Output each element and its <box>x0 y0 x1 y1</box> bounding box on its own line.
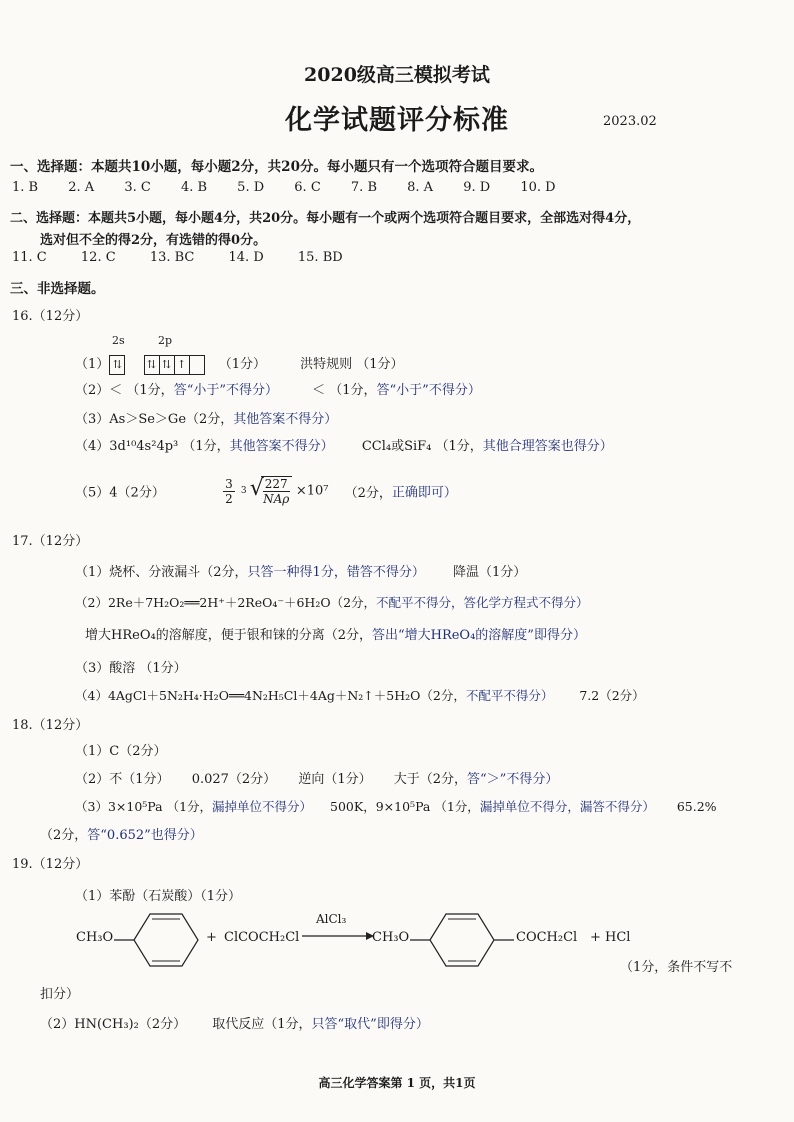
answer-item: 1. B <box>12 180 39 195</box>
catalyst-label: AlCl₃ <box>316 912 347 926</box>
reactant-substituent: CH₃O <box>76 930 114 945</box>
answer-text: （2）2Re＋7H₂O₂══2H⁺＋2ReO₄⁻＋6H₂O（2分， <box>75 595 377 610</box>
answer-text: 7.2（2分） <box>579 688 645 703</box>
q16-line5 <box>75 476 457 516</box>
q17-line3: （3）酸溶 （1分） <box>75 661 187 676</box>
scoring-note: 答“小于”不得分） <box>173 383 278 398</box>
answer-text: （2分， <box>40 828 88 843</box>
q18-line4 <box>40 824 203 843</box>
power-of-ten: ×10⁷ <box>295 483 329 499</box>
answer-text: 大于（2分， <box>393 772 468 787</box>
benzene-ring-icon <box>114 904 204 968</box>
answer-item: 12. C <box>80 250 116 265</box>
answer-item: 11. C <box>12 250 47 265</box>
scoring-note: 其他答案不得分） <box>233 412 338 427</box>
orbital-arrows-icon: ⇅ <box>144 355 160 375</box>
answer-text: （2）HN(CH₃)₂（2分） <box>40 1017 187 1032</box>
q16-line3 <box>75 408 337 427</box>
answer-text: 降温（1分） <box>452 565 527 580</box>
answer-text: 洪特规则 （1分） <box>300 357 404 372</box>
q17-line4 <box>75 686 645 704</box>
answer-text: （3）3×10⁵Pa （1分， <box>75 799 213 814</box>
item-number: （1） <box>75 357 110 372</box>
answer-text: 取代反应（1分， <box>212 1017 312 1032</box>
q17-line2b <box>85 624 586 643</box>
answer-text: （2）不（1分） <box>75 772 170 787</box>
answer-item: 7. B <box>350 180 377 195</box>
q18-line1: （1）C（2分） <box>75 744 167 759</box>
q18-title: 18.（12分） <box>12 718 89 733</box>
q17-line1 <box>75 561 526 580</box>
answer-text: 0.027（2分） <box>191 772 277 787</box>
q17-line2 <box>75 593 589 611</box>
answer-text: 增大HReO₄的溶解度，便于银和铼的分离（2分， <box>85 628 372 643</box>
scoring-note: 答出“增大HReO₄的溶解度”即得分） <box>371 628 586 643</box>
q16-title: 16.（12分） <box>12 309 89 324</box>
section3-heading: 三、非选择题。 <box>10 281 105 297</box>
reagent: ClCOCH₂Cl <box>224 930 300 945</box>
answer-item: 3. C <box>124 180 151 195</box>
fraction <box>223 477 235 506</box>
answer-text: 500K，9×10⁵Pa （1分， <box>330 799 480 814</box>
orbital-arrows-icon: ⇅ <box>109 355 125 375</box>
root-denominator: NAρ <box>263 492 290 506</box>
fraction-numerator: 3 <box>225 476 233 491</box>
scoring-note: 其他答案不得分） <box>229 439 334 454</box>
q16-line4 <box>75 435 613 454</box>
root-numerator: √ 227 <box>264 477 288 491</box>
answer-text: 65.2% <box>676 799 717 814</box>
product-substituent: CH₃O <box>372 930 410 945</box>
root-index: 3 <box>240 486 247 496</box>
document-title: 化学试题评分标准 <box>285 105 509 136</box>
orbital-label-2p: 2p <box>158 334 173 347</box>
answer-item: 8. A <box>407 180 434 195</box>
q19-line1: （1）苯酚（石炭酸）（1分） <box>75 889 242 904</box>
answer-item: 10. D <box>520 180 556 195</box>
orbital-2s-box <box>109 355 125 375</box>
q17-title: 17.（12分） <box>12 534 89 549</box>
scoring-note: 其他合理答案也得分） <box>482 439 613 454</box>
q19-title: 19.（12分） <box>12 857 89 872</box>
root-fraction <box>263 477 290 506</box>
answer-text: ＜ （1分， <box>312 383 377 398</box>
answer-item: 2. A <box>68 180 95 195</box>
answer-text: （4）4AgCl＋5N₂H₄·H₂O══4N₂H₅Cl＋4Ag＋N₂↑＋5H₂O（2分， <box>75 688 466 703</box>
orbital-label-2s: 2s <box>112 334 125 347</box>
orbital-arrow-icon: ↑ <box>175 355 190 375</box>
scoring-note: 只答“取代”即得分） <box>311 1017 429 1032</box>
q16-line2 <box>75 379 481 398</box>
orbital-empty-box <box>190 355 205 375</box>
section2-heading: 二、选择题：本题共5小题，每小题4分，共20分。每小题有一个或两个选项符合题目要求，全部选对得4分， <box>10 211 641 226</box>
section2-answers <box>12 250 373 265</box>
scoring-note: 答“＞”不得分） <box>467 772 559 787</box>
answer-item: 6. C <box>294 180 321 195</box>
byproduct: + HCl <box>590 930 631 945</box>
q18-line2 <box>75 768 558 787</box>
q18-line3 <box>75 797 717 815</box>
q19-line2 <box>40 1013 429 1032</box>
scoring-note: 不配平不得分，答化学方程式不得分） <box>376 595 589 610</box>
fraction-denominator: 2 <box>225 491 233 506</box>
reaction-arrow-icon <box>302 930 374 942</box>
document-date: 2023.02 <box>603 114 657 129</box>
answer-item: 5. D <box>237 180 265 195</box>
answer-text: （2分， <box>344 485 392 501</box>
section2-heading-cont: 选对但不全的得2分，有选错的得0分。 <box>40 233 267 248</box>
section1-heading: 一、选择题：本题共10小题，每小题2分，共20分。每小题只有一个选项符合题目要求。 <box>10 159 543 175</box>
plus-sign: + <box>206 930 217 945</box>
scoring-note: 答“0.652”也得分） <box>87 828 203 843</box>
answer-text: 逆向（1分） <box>298 772 372 787</box>
exam-title: 2020级高三模拟考试 <box>304 64 490 86</box>
scoring-note: 只答一种得1分，错答不得分） <box>247 565 425 580</box>
answer-text: （4）3d¹⁰4s²4p³ （1分， <box>75 439 230 454</box>
answer-item: 14. D <box>228 250 264 265</box>
answer-item: 4. B <box>180 180 208 195</box>
answer-item: 9. D <box>463 180 491 195</box>
answer-text: （3）As＞Se＞Ge（2分， <box>75 412 234 427</box>
scoring-note: 不配平不得分） <box>465 688 554 703</box>
section1-answers <box>12 180 582 195</box>
orbital-2p-box <box>144 355 205 375</box>
reaction-scheme <box>70 900 710 970</box>
q19-scheme-score-cont: 扣分） <box>40 987 80 1002</box>
scoring-note: 漏掉单位不得分） <box>212 799 313 814</box>
scoring-note: 正确即可） <box>391 485 457 501</box>
benzene-ring-icon <box>410 904 520 968</box>
scoring-note: 答“小于”不得分） <box>376 383 481 398</box>
answer-text: CCl₄或SiF₄ （1分， <box>361 439 483 454</box>
answer-item: 15. BD <box>297 250 343 265</box>
answer-text: （1）烧杯、分液漏斗（2分， <box>75 565 248 580</box>
product-group: COCH₂Cl <box>516 930 578 945</box>
orbital-arrows-icon: ⇅ <box>160 355 175 375</box>
score: （1分） <box>218 357 266 372</box>
answer-item: 13. BC <box>149 250 195 265</box>
answer-text: （2）＜ （1分， <box>75 383 174 398</box>
cube-root <box>261 476 292 506</box>
q19-scheme-score: （1分，条件不写不 <box>620 960 733 975</box>
answer-text: （5）4（2分） <box>75 485 165 501</box>
scoring-note: 漏掉单位不得分，漏答不得分） <box>479 799 655 814</box>
page-footer: 高三化学答案第 1 页，共1页 <box>318 1076 476 1090</box>
q16-line1 <box>75 353 404 375</box>
